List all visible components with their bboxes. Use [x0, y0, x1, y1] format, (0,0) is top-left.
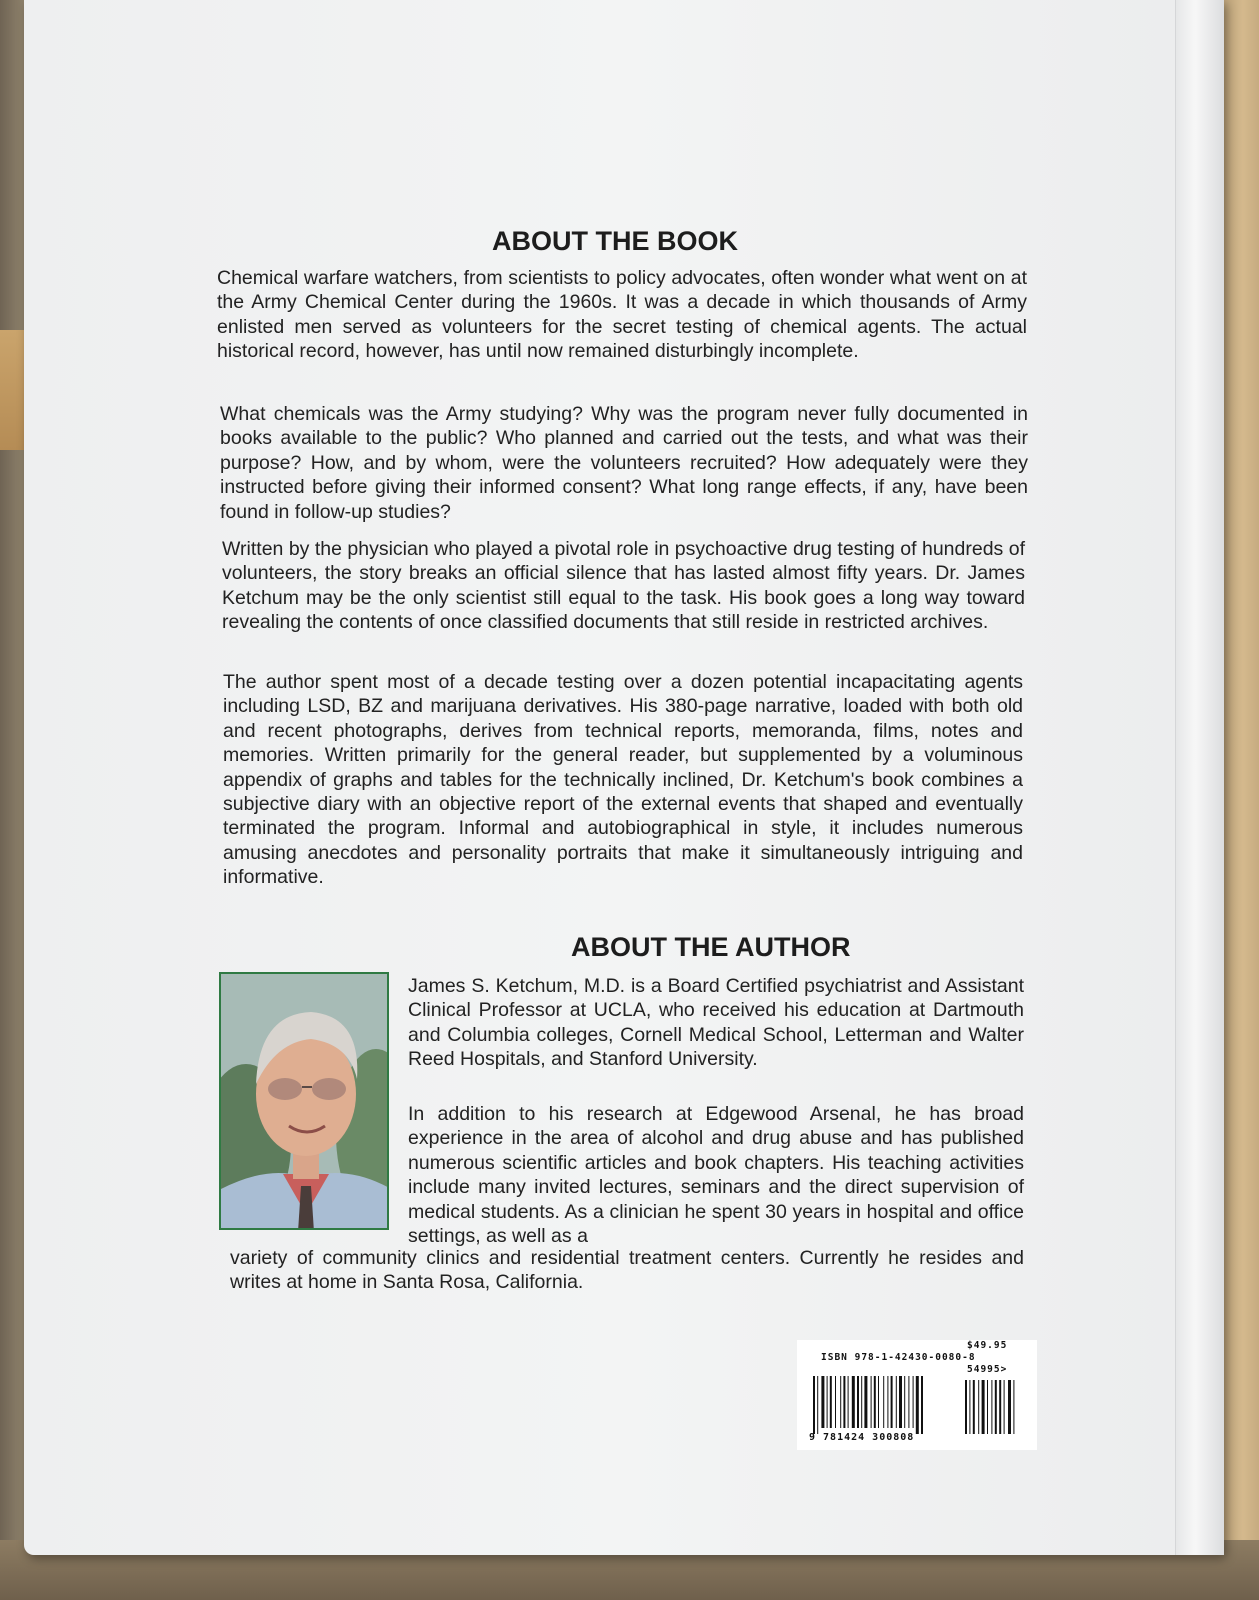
- about-book-paragraph-2: What chemicals was the Army studying? Why was the program never fully documented in books available to the public? Who planned and carried out the tests, and what was their purpose? How, and by whom, were the volunteers recruited? How adequately were they instructed before giving their informed consent? What long range effects, if any, have been found in follow-up studies?: [220, 403, 1028, 523]
- price-label: $49.95: [967, 1340, 1008, 1351]
- book-spine-edge: [1175, 0, 1224, 1555]
- about-book-heading: ABOUT THE BOOK: [492, 226, 738, 256]
- about-book-paragraph-1: Chemical warfare watchers, from scientists to policy advocates, often wonder what went on at the Army Chemical Center during the 1960s. It was a decade in which thousands of Army enlisted men served as volunteers for the secret testing of chemical agents. The actual historical record, however, has until now remained disturbingly incomplete.: [217, 267, 1027, 363]
- book-back-cover: [24, 0, 1224, 1555]
- barcode-number: 9 781424 300808: [809, 1432, 915, 1443]
- price-add-on-label: 54995>: [967, 1364, 1008, 1375]
- about-author-paragraph-3: variety of community clinics and residential treatment centers. Currently he resides and writes at home in Santa Rosa, California.: [230, 1247, 1024, 1294]
- about-author-paragraph-1: James S. Ketchum, M.D. is a Board Certified psychiatrist and Assistant Clinical Professor at UCLA, who received his education at Dartmouth and Columbia colleges, Cornell Medical School, Letterman and Walter Reed Hospitals, and Stanford University.: [408, 975, 1024, 1071]
- bookshelf-right: [1219, 0, 1259, 1600]
- isbn-label: ISBN 978-1-42430-0080-8: [821, 1352, 976, 1363]
- author-portrait-icon: [221, 974, 389, 1230]
- author-portrait-photo: [219, 972, 389, 1230]
- about-book-paragraph-3: Written by the physician who played a pivotal role in psychoactive drug testing of hundreds of volunteers, the story breaks an official silence that has lasted almost fifty years. Dr. James Ketchum may be the only scientist still equal to the task. His book goes a long way toward revealing the contents of once classified documents that still reside in restricted archives.: [222, 538, 1025, 634]
- isbn-barcode: [797, 1340, 1037, 1450]
- about-book-paragraph-4: The author spent most of a decade testing over a dozen potential incapacitating agents including LSD, BZ and marijuana derivatives. His 380-page narrative, loaded with both old and recent photographs, derives from technical reports, memoranda, films, notes and memories. Written primarily for the general reader, but supplemented by a voluminous appendix of graphs and tables for the technically inclined, Dr. Ketchum's book combines a subjective diary with an objective report of the external events that shaped and eventually terminated the program. Informal and autobiographical in style, it includes numerous amusing anecdotes and personality portraits that make it simultaneously intriguing and informative.: [223, 671, 1023, 889]
- about-author-paragraph-2: In addition to his research at Edgewood Arsenal, he has broad experience in the area of alcohol and drug abuse and has published numerous scientific articles and book chapters. His teaching activities include many invited lectures, seminars and the direct supervision of medical students. As a clinician he spent 30 years in hospital and office settings, as well as a: [408, 1103, 1024, 1248]
- about-author-heading: ABOUT THE AUTHOR: [571, 932, 851, 962]
